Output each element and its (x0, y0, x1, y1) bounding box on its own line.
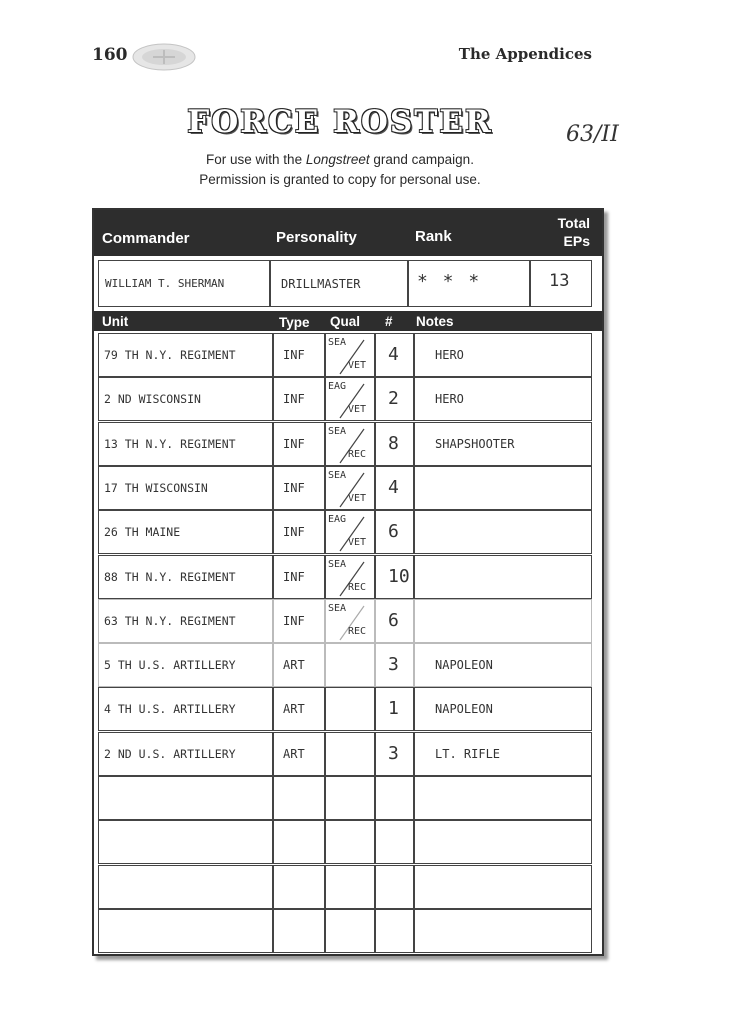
unit-notes-cell[interactable] (414, 555, 592, 599)
unit-qual-bottom: VET (348, 404, 367, 416)
unit-count-cell[interactable] (375, 732, 414, 776)
unit-type: ART (283, 746, 305, 761)
unit-name: 17 TH WISCONSIN (104, 480, 208, 495)
unit-count-cell[interactable] (375, 643, 414, 687)
unit-name-cell[interactable] (98, 333, 273, 377)
unit-notes-cell[interactable] (414, 422, 592, 466)
unit-count-cell[interactable] (375, 555, 414, 599)
table-row (98, 466, 592, 510)
unit-count: 6 (388, 521, 399, 543)
header-unit: Unit (102, 314, 129, 329)
unit-qual-top: SEA (328, 558, 347, 570)
unit-qual-cell[interactable] (325, 687, 375, 731)
unit-name: 63 TH N.Y. REGIMENT (104, 613, 236, 628)
unit-qual-bottom: VET (348, 492, 367, 504)
commander-total-eps: 13 (549, 271, 570, 291)
unit-type: INF (283, 436, 305, 451)
unit-type-cell[interactable] (273, 333, 325, 377)
table-row (98, 510, 592, 554)
unit-count-cell[interactable] (375, 909, 414, 953)
unit-name-cell[interactable] (98, 510, 273, 554)
unit-qual-cell[interactable] (325, 599, 375, 643)
unit-notes-cell[interactable] (414, 820, 592, 864)
unit-notes-cell[interactable] (414, 466, 592, 510)
unit-qual-top: SEA (328, 469, 347, 481)
unit-type-cell[interactable] (273, 909, 325, 953)
unit-count-cell[interactable] (375, 687, 414, 731)
commander-personality: DRILLMASTER (281, 277, 361, 291)
unit-name-cell[interactable] (98, 776, 273, 820)
header-type: Type (279, 315, 310, 330)
unit-qual-bottom: REC (348, 581, 367, 593)
table-row (98, 333, 592, 377)
header-notes: Notes (416, 314, 454, 329)
unit-count-cell[interactable] (375, 776, 414, 820)
unit-header-bar (94, 311, 602, 331)
roster-title: FORCE ROSTER (187, 104, 493, 140)
table-row (98, 422, 592, 466)
header-personality: Personality (276, 229, 357, 246)
table-row (98, 555, 592, 599)
unit-name-cell[interactable] (98, 555, 273, 599)
unit-type-cell[interactable] (273, 377, 325, 421)
unit-type-cell[interactable] (273, 466, 325, 510)
unit-qual-cell[interactable] (325, 333, 375, 377)
unit-count: 3 (388, 654, 399, 676)
unit-name: 13 TH N.Y. REGIMENT (104, 436, 236, 451)
table-row (98, 687, 592, 731)
unit-type: INF (283, 613, 305, 628)
unit-notes-cell[interactable] (414, 510, 592, 554)
unit-type-cell[interactable] (273, 865, 325, 909)
unit-qual-cell[interactable] (325, 510, 375, 554)
unit-count-cell[interactable] (375, 422, 414, 466)
unit-qual-top: EAG (328, 514, 347, 526)
unit-notes: HERO (435, 348, 464, 362)
unit-type-cell[interactable] (273, 555, 325, 599)
unit-type-cell[interactable] (273, 820, 325, 864)
unit-qual-cell[interactable] (325, 643, 375, 687)
unit-qual-bottom: VET (348, 360, 367, 371)
unit-type: INF (283, 569, 305, 584)
commander-name: WILLIAM T. SHERMAN (105, 277, 225, 290)
unit-name: 4 TH U.S. ARTILLERY (104, 702, 236, 717)
unit-name-cell[interactable] (98, 865, 273, 909)
unit-qual-cell[interactable] (325, 466, 375, 510)
unit-name-cell[interactable] (98, 909, 273, 953)
publisher-logo-icon (131, 41, 197, 73)
unit-count: 6 (388, 609, 399, 631)
unit-name-cell[interactable] (98, 599, 273, 643)
unit-count: 3 (388, 742, 399, 764)
unit-count: 1 (388, 698, 399, 720)
unit-notes-cell[interactable] (414, 865, 592, 909)
section-title: The Appendices (458, 45, 592, 63)
unit-qual-top: EAG (328, 381, 347, 393)
unit-count: 10 (388, 565, 410, 587)
unit-type: INF (283, 392, 305, 407)
unit-name-cell[interactable] (98, 643, 273, 687)
table-row (98, 377, 592, 421)
unit-type: INF (283, 525, 305, 540)
unit-qual-cell[interactable] (325, 865, 375, 909)
unit-type-cell[interactable] (273, 643, 325, 687)
rank-cell[interactable] (408, 260, 530, 307)
personality-cell[interactable] (270, 260, 408, 307)
commander-row (94, 256, 602, 311)
unit-type: INF (283, 480, 305, 495)
unit-notes: SHAPSHOOTER (435, 436, 515, 451)
unit-count: 4 (388, 476, 399, 498)
unit-qual-cell[interactable] (325, 820, 375, 864)
unit-type-cell[interactable] (273, 422, 325, 466)
unit-type-cell[interactable] (273, 732, 325, 776)
unit-notes-cell[interactable] (414, 643, 592, 687)
unit-notes-cell[interactable] (414, 599, 592, 643)
unit-name: 5 TH U.S. ARTILLERY (104, 658, 236, 673)
unit-type-cell[interactable] (273, 687, 325, 731)
table-row (98, 909, 592, 953)
unit-notes: LT. RIFLE (435, 746, 501, 761)
unit-notes: NAPOLEON (435, 702, 493, 717)
unit-count-cell[interactable] (375, 466, 414, 510)
commander-name-cell[interactable] (98, 260, 270, 307)
subtitle: For use with the Longstreet grand campaign. (206, 152, 474, 167)
unit-count-cell[interactable] (375, 510, 414, 554)
unit-qual-cell[interactable] (325, 377, 375, 421)
unit-count: 2 (388, 388, 399, 410)
unit-type-cell[interactable] (273, 776, 325, 820)
unit-count: 8 (388, 432, 399, 454)
unit-count-cell[interactable] (375, 820, 414, 864)
permission-text: Permission is granted to copy for personal use. (199, 172, 481, 187)
unit-count-cell[interactable] (375, 377, 414, 421)
unit-type: INF (283, 348, 305, 362)
header-rank: Rank (415, 228, 452, 245)
unit-qual-cell[interactable] (325, 732, 375, 776)
unit-type: ART (283, 658, 305, 673)
header-count: # (385, 314, 393, 329)
unit-name-cell[interactable] (98, 422, 273, 466)
unit-name: 88 TH N.Y. REGIMENT (104, 569, 236, 584)
unit-notes: HERO (435, 392, 464, 407)
table-row (98, 643, 592, 687)
unit-type-cell[interactable] (273, 510, 325, 554)
unit-name-cell[interactable] (98, 820, 273, 864)
unit-type-cell[interactable] (273, 599, 325, 643)
header-qual: Qual (330, 314, 361, 329)
unit-qual-bottom: VET (348, 537, 367, 549)
unit-notes-cell[interactable] (414, 776, 592, 820)
unit-notes-cell[interactable] (414, 909, 592, 953)
force-roster-form (92, 208, 604, 956)
unit-name-cell[interactable] (98, 466, 273, 510)
table-row (98, 599, 592, 643)
handwritten-corner-note: 63/II (566, 122, 619, 147)
unit-name: 79 TH N.Y. REGIMENT (104, 348, 236, 362)
unit-qual-cell[interactable] (325, 909, 375, 953)
unit-name-cell[interactable] (98, 687, 273, 731)
unit-notes-cell[interactable] (414, 732, 592, 776)
unit-count-cell[interactable] (375, 333, 414, 377)
unit-notes-cell[interactable] (414, 333, 592, 377)
unit-notes: NAPOLEON (435, 658, 493, 673)
unit-name: 2 ND WISCONSIN (104, 392, 201, 407)
table-row (98, 820, 592, 864)
table-row (98, 865, 592, 909)
unit-name-cell[interactable] (98, 732, 273, 776)
unit-name: 2 ND U.S. ARTILLERY (104, 746, 236, 761)
unit-count-cell[interactable] (375, 599, 414, 643)
unit-count: 4 (388, 344, 399, 365)
unit-name-cell[interactable] (98, 377, 273, 421)
unit-count-cell[interactable] (375, 865, 414, 909)
unit-qual-top: SEA (328, 602, 347, 614)
unit-qual-cell[interactable] (325, 555, 375, 599)
unit-qual-top: SEA (328, 337, 347, 348)
unit-qual-cell[interactable] (325, 422, 375, 466)
table-row (98, 732, 592, 776)
unit-name: 26 TH MAINE (104, 525, 181, 540)
header-commander: Commander (102, 230, 190, 247)
unit-notes-cell[interactable] (414, 687, 592, 731)
unit-type: ART (283, 702, 305, 717)
header-total-eps: Total EPs (557, 215, 590, 249)
unit-notes-cell[interactable] (414, 377, 592, 421)
table-row (98, 776, 592, 820)
unit-qual-bottom: REC (348, 625, 367, 637)
commander-header-bar (94, 210, 602, 256)
commander-rank: * * * (417, 271, 482, 292)
page-number: 160 (92, 45, 128, 65)
unit-qual-top: SEA (328, 425, 347, 437)
total-eps-cell[interactable] (530, 260, 592, 307)
unit-qual-bottom: REC (348, 448, 367, 460)
unit-qual-cell[interactable] (325, 776, 375, 820)
